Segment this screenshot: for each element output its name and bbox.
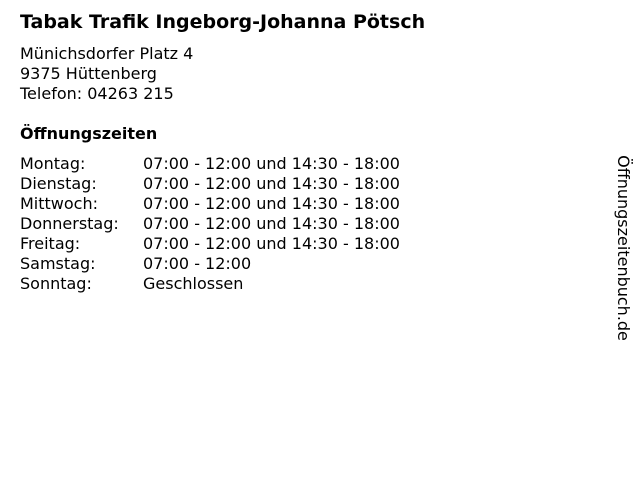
day-label: Donnerstag: xyxy=(20,214,119,233)
opening-hours-heading: Öffnungszeiten xyxy=(20,124,158,143)
time-value: 07:00 - 12:00 und 14:30 - 18:00 xyxy=(143,194,400,213)
time-value: Geschlossen xyxy=(143,274,244,293)
hours-row-monday xyxy=(20,154,400,174)
hours-row-saturday xyxy=(20,254,400,274)
hours-row-sunday xyxy=(20,274,400,294)
day-label: Mittwoch: xyxy=(20,194,98,213)
hours-row-wednesday xyxy=(20,194,400,214)
store-address xyxy=(20,44,193,104)
day-label: Dienstag: xyxy=(20,174,97,193)
store-name: Tabak Trafik Ingeborg-Johanna Pötsch xyxy=(20,11,426,33)
hours-row-thursday xyxy=(20,214,400,234)
time-value: 07:00 - 12:00 und 14:30 - 18:00 xyxy=(143,234,400,253)
time-value: 07:00 - 12:00 xyxy=(143,254,252,273)
day-label: Samstag: xyxy=(20,254,96,273)
day-label: Sonntag: xyxy=(20,274,92,293)
day-label: Freitag: xyxy=(20,234,81,253)
hours-row-friday xyxy=(20,234,400,254)
day-label: Montag: xyxy=(20,154,86,173)
city-address: 9375 Hüttenberg xyxy=(20,64,157,83)
opening-hours-table xyxy=(20,154,400,294)
time-value: 07:00 - 12:00 und 14:30 - 18:00 xyxy=(143,154,400,173)
brand-watermark: Öffnungszeitenbuch.de xyxy=(614,155,633,341)
time-value: 07:00 - 12:00 und 14:30 - 18:00 xyxy=(143,174,400,193)
phone-number: Telefon: 04263 215 xyxy=(20,84,174,103)
hours-row-tuesday xyxy=(20,174,400,194)
time-value: 07:00 - 12:00 und 14:30 - 18:00 xyxy=(143,214,400,233)
street-address: Münichsdorfer Platz 4 xyxy=(20,44,194,63)
